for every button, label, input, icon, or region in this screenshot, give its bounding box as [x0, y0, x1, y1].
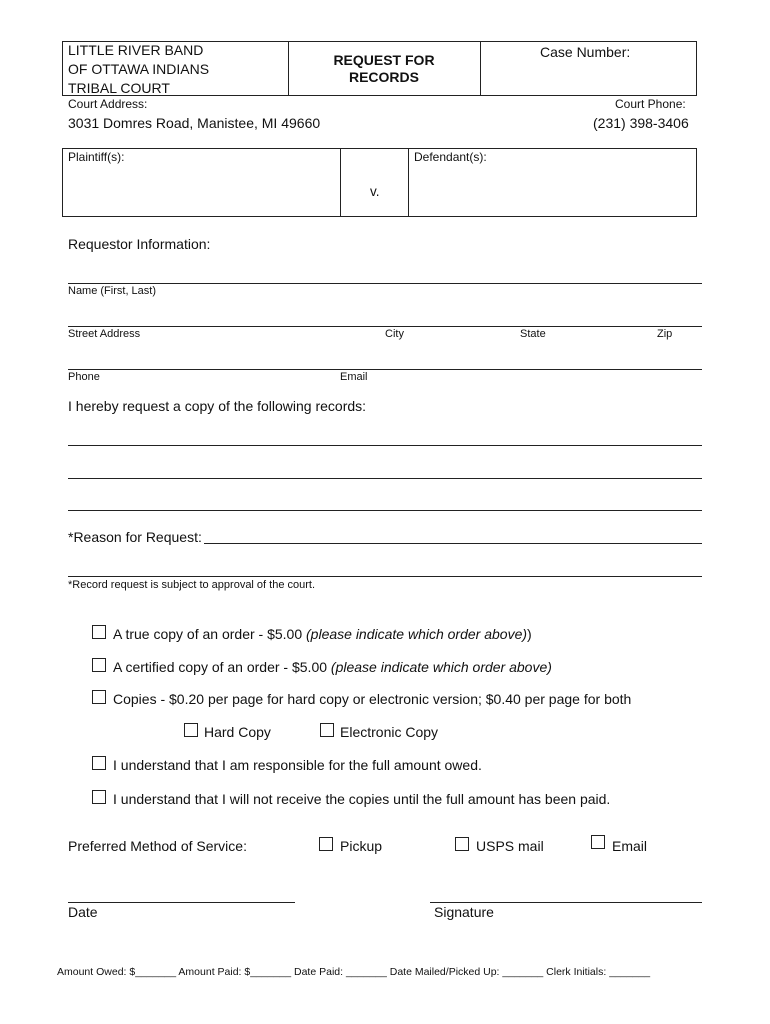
court-name-line-2: OF OTTAWA INDIANS: [68, 61, 210, 77]
copies-checkbox[interactable]: [92, 690, 106, 704]
case-number-label: Case Number:: [540, 44, 631, 60]
email-service-checkbox[interactable]: [591, 835, 605, 849]
records-line-1: [68, 445, 702, 446]
email-label: Email: [340, 371, 368, 383]
state-label: State: [520, 328, 546, 340]
case-number-field[interactable]: [484, 62, 696, 94]
true-copy-note: (please indicate which order above): [306, 626, 528, 642]
not-receive-checkbox[interactable]: [92, 790, 106, 804]
clerk-footer: Amount Owed: $_______ Amount Paid: $_______ Date Paid: _______ Date Mailed/Picked Up: _______ Clerk Initials: _______: [57, 966, 651, 978]
email-service-label: Email: [612, 838, 648, 854]
usps-mail-checkbox[interactable]: [455, 837, 469, 851]
court-phone-label: Court Phone:: [615, 97, 686, 111]
hard-copy-label: Hard Copy: [204, 724, 271, 740]
responsible-label: I understand that I am responsible for the full amount owed.: [113, 757, 482, 773]
court-address: 3031 Domres Road, Manistee, MI 49660: [68, 115, 321, 131]
city-label: City: [385, 328, 404, 340]
records-line-2-field[interactable]: [68, 457, 704, 479]
certified-copy-note: (please indicate which order above): [330, 659, 552, 675]
certified-copy-label: [113, 659, 552, 675]
zip-label: Zip: [657, 328, 673, 340]
certified-copy-text: A certified copy of an order - $5.00: [113, 659, 331, 675]
usps-mail-label: USPS mail: [476, 838, 544, 854]
pickup-label: Pickup: [340, 838, 383, 854]
parties-divider-1: [340, 148, 341, 217]
defendant-label: Defendant(s):: [414, 150, 487, 164]
reason-line: [204, 543, 702, 544]
name-field[interactable]: [68, 262, 704, 284]
records-line-3: [68, 510, 702, 511]
address-line: [68, 326, 702, 327]
court-name-line-3: TRIBAL COURT: [68, 80, 170, 96]
pickup-checkbox[interactable]: [319, 837, 333, 851]
reason-label: *Reason for Request:: [68, 529, 202, 545]
court-phone: (231) 398-3406: [593, 115, 689, 131]
responsible-checkbox[interactable]: [92, 756, 106, 770]
signature-label: Signature: [434, 904, 494, 920]
parties-divider-2: [408, 148, 409, 217]
true-copy-text: A true copy of an order - $5.00: [113, 626, 307, 642]
phone-label: Phone: [68, 371, 100, 383]
phone-email-field[interactable]: [68, 348, 704, 370]
plaintiff-field[interactable]: [66, 168, 340, 214]
electronic-copy-label: Electronic Copy: [340, 724, 439, 740]
header-divider-2: [480, 41, 481, 96]
copies-label: Copies - $0.20 per page for hard copy or electronic version; $0.40 per page for both: [113, 691, 632, 707]
records-line-3-field[interactable]: [68, 489, 704, 511]
name-label: Name (First, Last): [68, 285, 157, 297]
approval-note: *Record request is subject to approval of the court.: [68, 579, 316, 591]
date-label: Date: [68, 904, 98, 920]
records-line-1-field[interactable]: [68, 424, 704, 446]
form-title-line-1: REQUEST FOR: [333, 52, 435, 68]
requestor-heading: Requestor Information:: [68, 236, 211, 252]
electronic-copy-checkbox[interactable]: [320, 723, 334, 737]
not-receive-label: I understand that I will not receive the copies until the full amount has been paid.: [113, 791, 611, 807]
date-line: [68, 902, 295, 903]
street-address-field[interactable]: [68, 305, 704, 327]
name-line: [68, 283, 702, 284]
signature-field[interactable]: [430, 881, 704, 903]
certified-copy-checkbox[interactable]: [92, 658, 106, 672]
true-copy-label: A true copy of an order - $5.00 (please indicate which order above)): [113, 626, 532, 642]
phone-line: [68, 369, 702, 370]
hard-copy-checkbox[interactable]: [184, 723, 198, 737]
court-address-label: Court Address:: [68, 97, 148, 111]
court-name-line-1: LITTLE RIVER BAND: [68, 42, 204, 58]
street-address-label: Street Address: [68, 328, 141, 340]
reason-line-2-field[interactable]: [68, 556, 704, 577]
date-field[interactable]: [68, 881, 297, 903]
service-method-label: Preferred Method of Service:: [68, 838, 247, 854]
plaintiff-label: Plaintiff(s):: [68, 150, 125, 164]
reason-line-2: [68, 576, 702, 577]
reason-field[interactable]: [205, 524, 704, 545]
signature-line: [430, 902, 702, 903]
records-request-text: I hereby request a copy of the following records:: [68, 398, 367, 414]
versus-label: v.: [370, 184, 380, 199]
records-line-2: [68, 478, 702, 479]
true-copy-checkbox[interactable]: [92, 625, 106, 639]
defendant-field[interactable]: [412, 168, 696, 214]
form-title-line-2: RECORDS: [348, 69, 419, 85]
